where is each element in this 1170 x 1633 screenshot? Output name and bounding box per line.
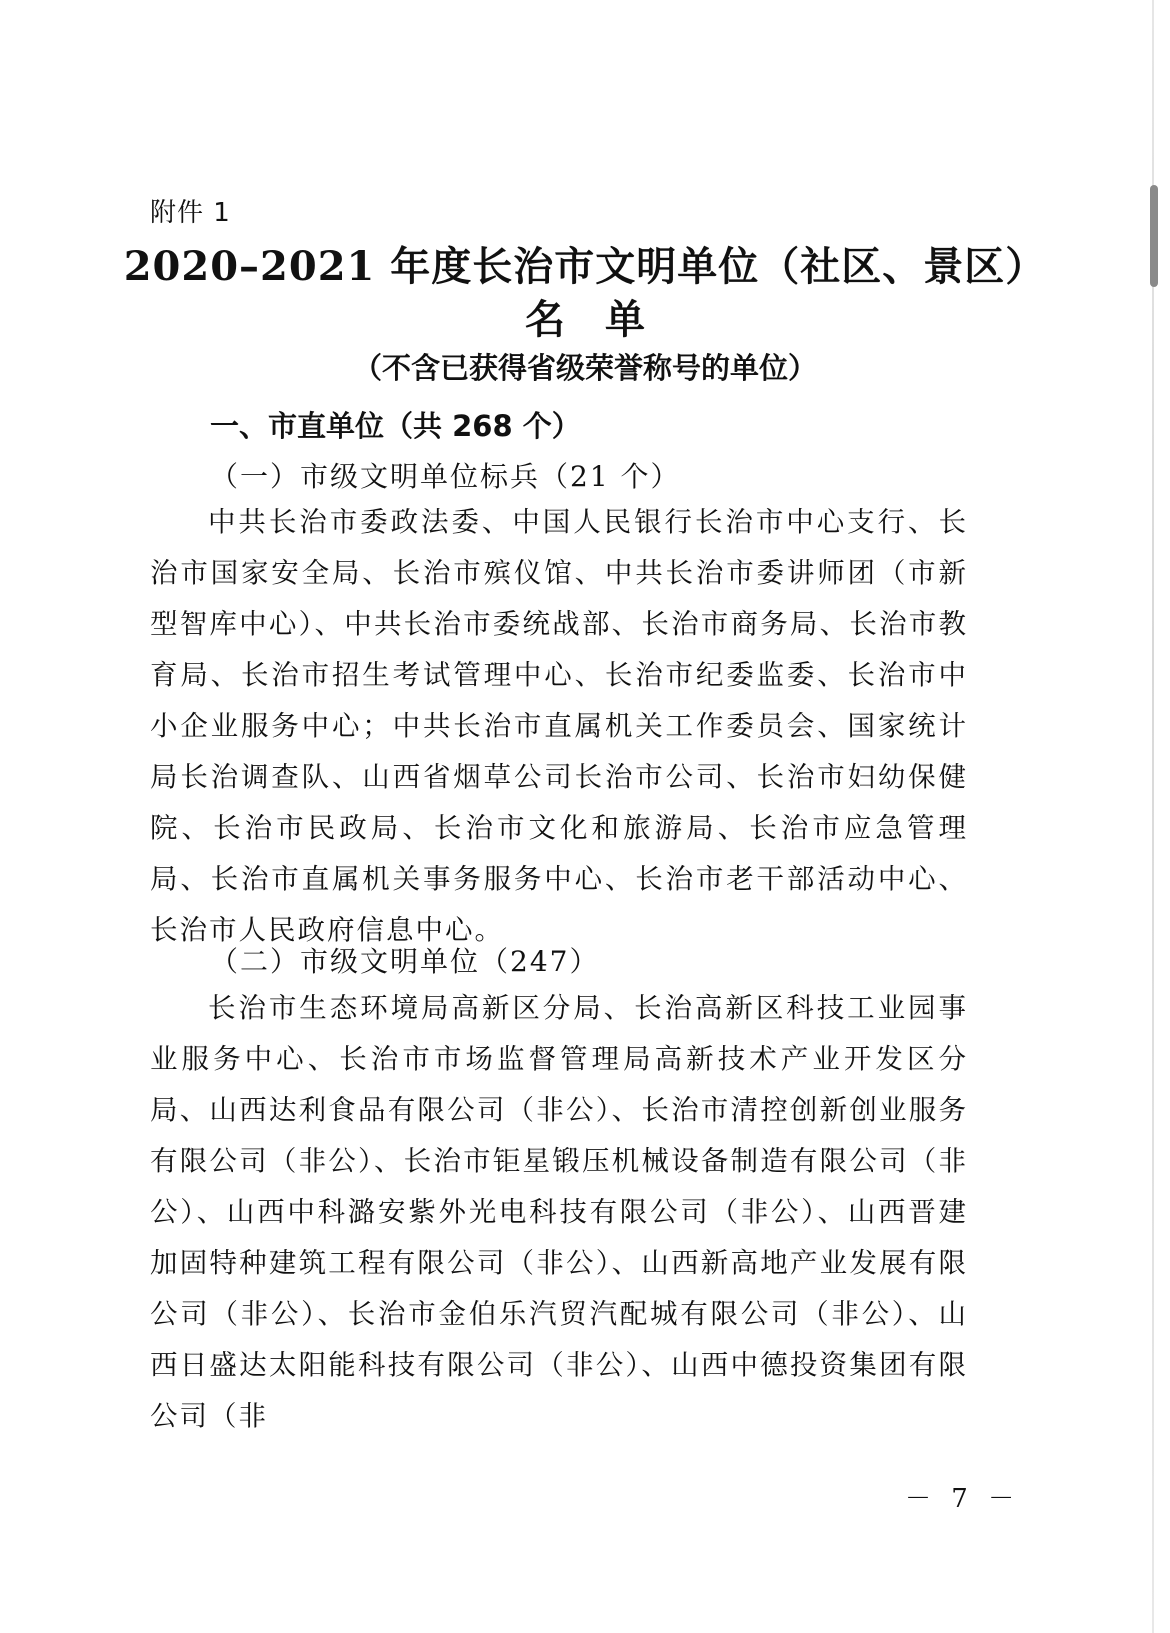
subsection-heading-civilized-units: （二）市级文明单位（247） <box>210 945 600 978</box>
attachment-label: 附件 1 <box>150 198 231 228</box>
subsection-heading-model-units: （一）市级文明单位标兵（21 个） <box>210 460 681 493</box>
page-number: － 7 － <box>905 1484 1021 1514</box>
paragraph-civilized-units: 长治市生态环境局高新区分局、长治高新区科技工业园事业服务中心、长治市市场监督管理局高新技术产业开发区分局、山西达利食品有限公司（非公）、长治市清控创新创业服务有限公司（非公）、长治市钜星锻压机械设备制造有限公司（非公）、山西中科潞安紫外光电科技有限公司（非公）、山西晋建加固特种建筑工程有限公司（非公）、山西新高地产业发展有限公司（非公）、长治市金伯乐汽贸汽配城有限公司（非公）、山西日盛达太阳能科技有限公司（非公）、山西中德投资集团有限公司（非 <box>150 992 968 1432</box>
section-heading: 一、市直单位（共 268 个） <box>210 409 581 443</box>
document-title: 2020–2021 年度长治市文明单位（社区、景区） <box>123 243 1047 290</box>
document-title-list: 名单 <box>525 296 685 343</box>
paragraph-model-units: 中共长治市委政法委、中国人民银行长治市中心支行、长治市国家安全局、长治市殡仪馆、中共长治市委讲师团（市新型智库中心）、中共长治市委统战部、长治市商务局、长治市教育局、长治市招生考试管理中心、长治市纪委监委、长治市中小企业服务中心；中共长治市直属机关工作委员会、国家统计局长治调查队、山西省烟草公司长治市公司、长治市妇幼保健院、长治市民政局、长治市文化和旅游局、长治市应急管理局、长治市直属机关事务服务中心、长治市老干部活动中心、长治市人民政府信息中心。 <box>150 506 968 946</box>
document-subtitle: （不含已获得省级荣誉称号的单位） <box>352 351 817 385</box>
